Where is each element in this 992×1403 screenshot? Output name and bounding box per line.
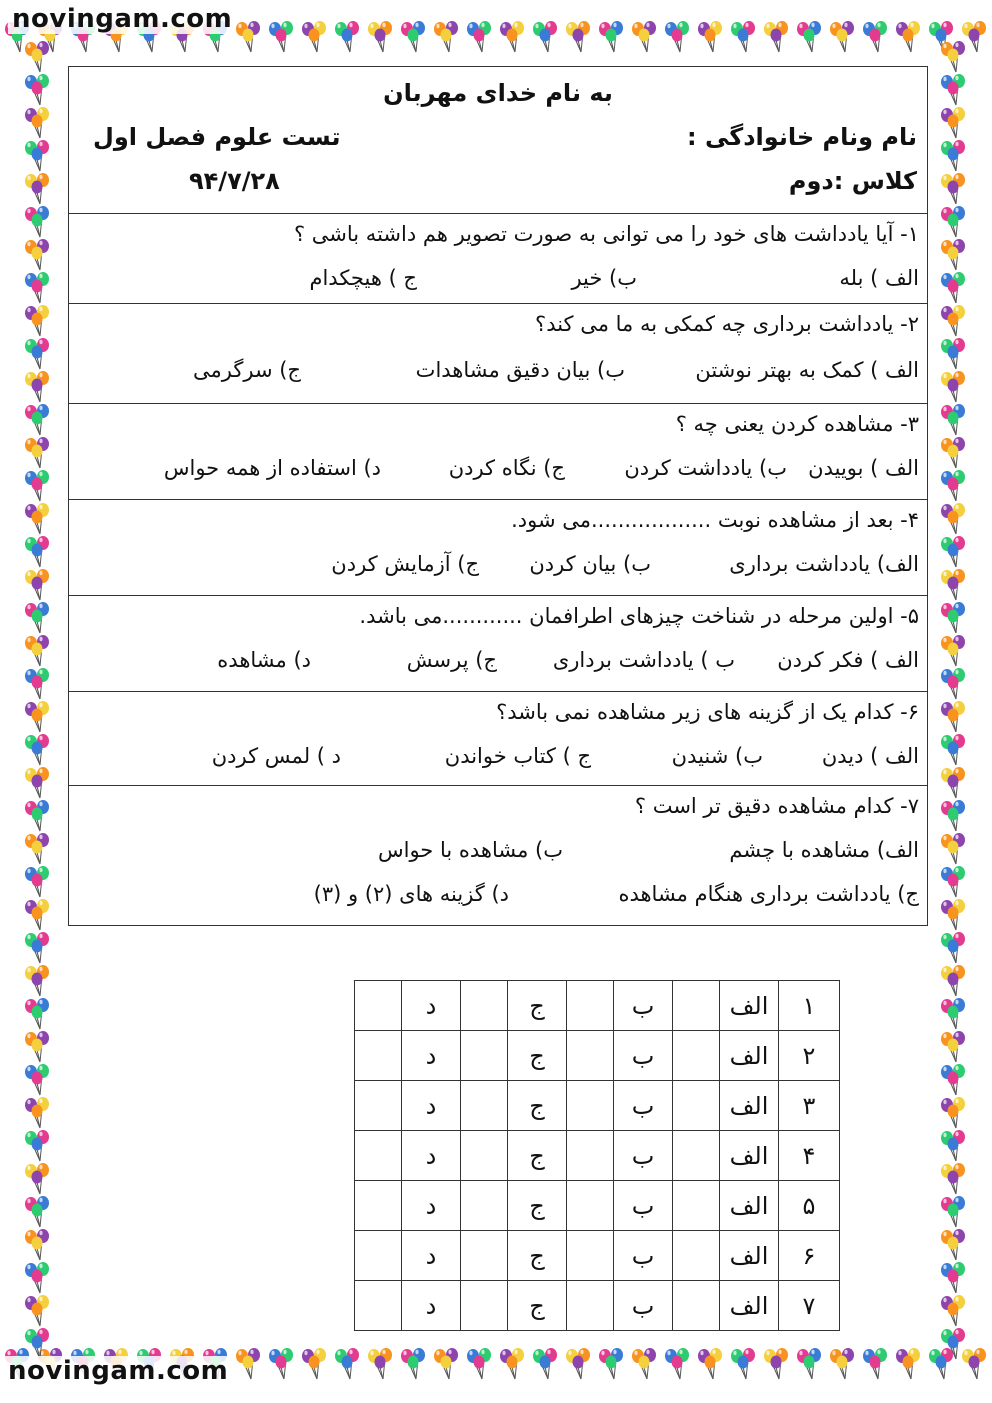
balloons-icon [20,304,54,338]
answer-row-number: ۱ [779,981,840,1031]
answer-checkbox[interactable] [567,1181,614,1231]
answer-row [355,1131,840,1181]
balloons-icon [363,1347,397,1381]
option-dal: د) استفاده از همه حواس [163,456,381,480]
balloons-icon [936,1030,970,1064]
balloons-icon [936,601,970,635]
answer-checkbox[interactable] [673,1131,720,1181]
balloons-icon [20,931,54,965]
balloons-icon [936,568,970,602]
balloons-icon [495,1347,529,1381]
balloons-icon [429,20,463,54]
balloons-icon [660,1347,694,1381]
answer-checkbox[interactable] [567,1031,614,1081]
answer-checkbox[interactable] [567,1081,614,1131]
answer-option-label: ب [614,1031,673,1081]
answer-checkbox[interactable] [355,1181,402,1231]
balloons-icon [20,337,54,371]
question-text: ۴- بعد از مشاهده نوبت ..................می شود. [511,508,919,532]
answer-option-label: ج [508,1081,567,1131]
balloons-icon [20,205,54,239]
question-text: ۱- آیا یادداشت های خود را می توانی به صورت تصویر هم داشته باشی ؟ [293,222,919,246]
option-jim: ج) پرسش [406,648,497,672]
balloons-icon [825,1347,859,1381]
balloons-icon [20,1228,54,1262]
answer-option-label: د [402,981,461,1031]
question-6 [69,692,927,786]
balloons-icon [20,1096,54,1130]
option-alef: الف ) بله [839,266,919,290]
option-jim: ج) نگاه کردن [448,456,565,480]
balloons-icon [825,20,859,54]
answer-option-label: د [402,1081,461,1131]
page-title: به نام خدای مهربان [383,79,613,107]
balloons-icon [936,1063,970,1097]
balloons-icon [363,20,397,54]
exam-sheet [68,66,928,926]
answer-sheet-table [354,980,840,1331]
option-alef: الف ) کمک به بهتر نوشتن [695,358,919,382]
question-7 [69,786,927,926]
answer-checkbox[interactable] [673,1031,720,1081]
answer-checkbox[interactable] [355,1231,402,1281]
balloons-icon [20,865,54,899]
answer-row-number: ۳ [779,1081,840,1131]
balloons-icon [594,20,628,54]
question-text: ۲- یادداشت برداری چه کمکی به ما می کند؟ [535,312,919,336]
balloons-icon [936,1327,970,1360]
answer-option-label: الف [720,1081,779,1131]
answer-checkbox[interactable] [461,1081,508,1131]
option-be: ب) شنیدن [671,744,763,768]
balloons-icon [936,931,970,965]
balloons-icon [936,337,970,371]
balloons-icon [20,568,54,602]
answer-option-label: الف [720,981,779,1031]
balloons-icon [594,1347,628,1381]
balloons-icon [20,271,54,305]
balloons-icon [936,172,970,206]
balloons-icon [792,1347,826,1381]
student-name-label: نام ونام خانوادگی : [687,123,917,151]
answer-row-number: ۴ [779,1131,840,1181]
balloons-icon [936,271,970,305]
answer-checkbox[interactable] [355,1131,402,1181]
answer-checkbox[interactable] [673,1081,720,1131]
answer-checkbox[interactable] [355,1281,402,1331]
balloons-icon [396,1347,430,1381]
balloons-icon [528,20,562,54]
answer-row [355,1031,840,1081]
balloons-icon [936,205,970,239]
answer-checkbox[interactable] [567,1131,614,1181]
balloons-icon [20,502,54,536]
balloons-icon [936,40,970,74]
balloons-icon [891,20,925,54]
balloons-icon [20,601,54,635]
balloons-icon [20,370,54,404]
answer-row-number: ۷ [779,1281,840,1331]
balloons-icon [20,106,54,140]
balloons-icon [264,1347,298,1381]
balloons-icon [20,1063,54,1097]
answer-option-label: د [402,1281,461,1331]
balloons-icon [20,73,54,107]
option-alef: الف ) فکر کردن [777,648,919,672]
answer-checkbox[interactable] [461,1131,508,1181]
balloons-icon [20,832,54,866]
balloons-icon [20,1261,54,1295]
option-jim: ج) یادداشت برداری هنگام مشاهده [618,882,919,906]
balloons-icon [561,1347,595,1381]
answer-checkbox[interactable] [461,1231,508,1281]
balloons-icon [726,20,760,54]
answer-option-label: ج [508,1231,567,1281]
balloons-icon [936,865,970,899]
balloons-icon [20,535,54,569]
balloons-icon [936,1162,970,1196]
answer-option-label: ج [508,1181,567,1231]
option-dal: د) گزینه های (۲) و (۳) [313,882,509,906]
answer-checkbox[interactable] [461,1031,508,1081]
balloons-icon [936,139,970,173]
answer-checkbox[interactable] [461,1181,508,1231]
balloons-icon [20,436,54,470]
balloons-icon [936,964,970,998]
balloons-icon [936,403,970,437]
balloons-icon [20,1030,54,1064]
class-label: کلاس :دوم [788,167,917,195]
question-3 [69,404,927,500]
option-be: ب) بیان کردن [529,552,651,576]
exam-header [69,67,927,214]
balloons-icon [20,1129,54,1163]
balloons-icon [936,1294,970,1328]
balloons-icon [264,20,298,54]
answer-checkbox[interactable] [673,981,720,1031]
balloons-icon [936,700,970,734]
answer-option-label: ج [508,1131,567,1181]
balloons-icon [20,172,54,206]
balloons-icon [297,20,331,54]
answer-checkbox[interactable] [461,981,508,1031]
balloons-icon [936,766,970,800]
site-watermark-top: novingam.com [8,4,236,34]
balloons-icon [858,1347,892,1381]
answer-checkbox[interactable] [673,1231,720,1281]
option-alef: الف) مشاهده با چشم [729,838,919,862]
option-dal: د) مشاهده [217,648,311,672]
balloon-border-left [18,40,56,1360]
option-be: ب) بیان دقیق مشاهدات [415,358,625,382]
balloons-icon [20,1294,54,1328]
question-text: ۷- کدام مشاهده دقیق تر است ؟ [634,794,919,818]
answer-option-label: الف [720,1031,779,1081]
answer-row-number: ۶ [779,1231,840,1281]
answer-checkbox[interactable] [567,981,614,1031]
balloons-icon [627,1347,661,1381]
balloons-icon [936,238,970,272]
balloons-icon [936,535,970,569]
answer-option-label: ب [614,981,673,1031]
answer-option-label: الف [720,1231,779,1281]
balloons-icon [20,898,54,932]
option-be: ب) مشاهده با حواس [377,838,563,862]
option-jim: ج ) کتاب خواندن [444,744,591,768]
question-1 [69,214,927,304]
balloons-icon [936,799,970,833]
option-dal: د ) لمس کردن [211,744,341,768]
balloons-icon [462,1347,496,1381]
answer-option-label: ج [508,1281,567,1331]
balloons-icon [936,667,970,701]
balloons-icon [20,964,54,998]
balloons-icon [936,832,970,866]
balloons-icon [858,20,892,54]
balloons-icon [936,1129,970,1163]
balloons-icon [936,304,970,338]
answer-option-label: ب [614,1131,673,1181]
balloons-icon [936,370,970,404]
option-alef: الف) یادداشت برداری [729,552,919,576]
balloons-icon [297,1347,331,1381]
question-5 [69,596,927,692]
option-jim: ج) سرگرمی [193,358,301,382]
balloons-icon [429,1347,463,1381]
balloons-icon [936,733,970,767]
exam-date: ۹۴/۷/۲۸ [189,167,280,195]
balloons-icon [759,20,793,54]
option-jim: ج ) هیچکدام [309,266,417,290]
option-alef: الف ) بوییدن [808,456,919,480]
balloons-icon [891,1347,925,1381]
balloons-icon [20,40,54,74]
balloons-icon [20,700,54,734]
option-jim: ج) آزمایش کردن [331,552,479,576]
balloons-icon [936,634,970,668]
answer-option-label: ب [614,1231,673,1281]
answer-row [355,981,840,1031]
answer-checkbox[interactable] [355,981,402,1031]
question-text: ۳- مشاهده کردن یعنی چه ؟ [675,412,919,436]
answer-checkbox[interactable] [355,1031,402,1081]
balloons-icon [561,20,595,54]
balloons-icon [396,20,430,54]
question-text: ۵- اولین مرحله در شناخت چیزهای اطرافمان ............می باشد. [359,604,919,628]
answer-row [355,1231,840,1281]
answer-option-label: ب [614,1281,673,1331]
balloons-icon [20,469,54,503]
balloons-icon [936,73,970,107]
option-be: ب ) یادداشت برداری [552,648,735,672]
balloons-icon [20,1195,54,1229]
answer-checkbox[interactable] [567,1231,614,1281]
balloons-icon [462,20,496,54]
balloons-icon [528,1347,562,1381]
answer-row [355,1281,840,1331]
balloons-icon [20,733,54,767]
question-4 [69,500,927,596]
balloons-icon [20,997,54,1031]
balloons-icon [936,1228,970,1262]
balloons-icon [20,766,54,800]
balloons-icon [936,1261,970,1295]
answer-row-number: ۲ [779,1031,840,1081]
answer-option-label: د [402,1181,461,1231]
balloon-border-right [934,40,972,1360]
balloons-icon [792,20,826,54]
balloons-icon [20,1162,54,1196]
balloons-icon [726,1347,760,1381]
answer-option-label: الف [720,1281,779,1331]
balloons-icon [20,667,54,701]
site-watermark-bottom: novingam.com [4,1356,232,1386]
balloons-icon [693,1347,727,1381]
balloons-icon [20,403,54,437]
balloons-icon [936,469,970,503]
balloons-icon [759,1347,793,1381]
balloons-icon [330,20,364,54]
balloons-icon [936,106,970,140]
question-text: ۶- کدام یک از گزینه های زیر مشاهده نمی باشد؟ [496,700,919,724]
answer-row [355,1181,840,1231]
balloons-icon [627,20,661,54]
test-title: تست علوم فصل اول [93,123,341,151]
balloons-icon [936,997,970,1031]
answer-option-label: د [402,1131,461,1181]
balloons-icon [231,1347,265,1381]
option-be: ب) خیر [571,266,637,290]
balloons-icon [936,436,970,470]
balloons-icon [660,20,694,54]
answer-option-label: ب [614,1181,673,1231]
answer-checkbox[interactable] [461,1281,508,1331]
answer-option-label: الف [720,1181,779,1231]
option-be: ب) یادداشت کردن [624,456,787,480]
answer-checkbox[interactable] [355,1081,402,1131]
option-alef: الف ) دیدن [821,744,919,768]
answer-option-label: ب [614,1081,673,1131]
answer-option-label: ج [508,1031,567,1081]
answer-checkbox[interactable] [567,1281,614,1331]
balloons-icon [936,1195,970,1229]
balloons-icon [20,634,54,668]
answer-checkbox[interactable] [673,1181,720,1231]
balloons-icon [20,238,54,272]
answer-option-label: ج [508,981,567,1031]
balloons-icon [936,1096,970,1130]
balloons-icon [936,502,970,536]
question-2 [69,304,927,404]
answer-row-number: ۵ [779,1181,840,1231]
balloons-icon [20,139,54,173]
balloons-icon [936,898,970,932]
answer-option-label: د [402,1231,461,1281]
balloons-icon [495,20,529,54]
answer-row [355,1081,840,1131]
balloons-icon [330,1347,364,1381]
answer-checkbox[interactable] [673,1281,720,1331]
balloons-icon [20,799,54,833]
answer-option-label: د [402,1031,461,1081]
balloons-icon [693,20,727,54]
answer-option-label: الف [720,1131,779,1181]
